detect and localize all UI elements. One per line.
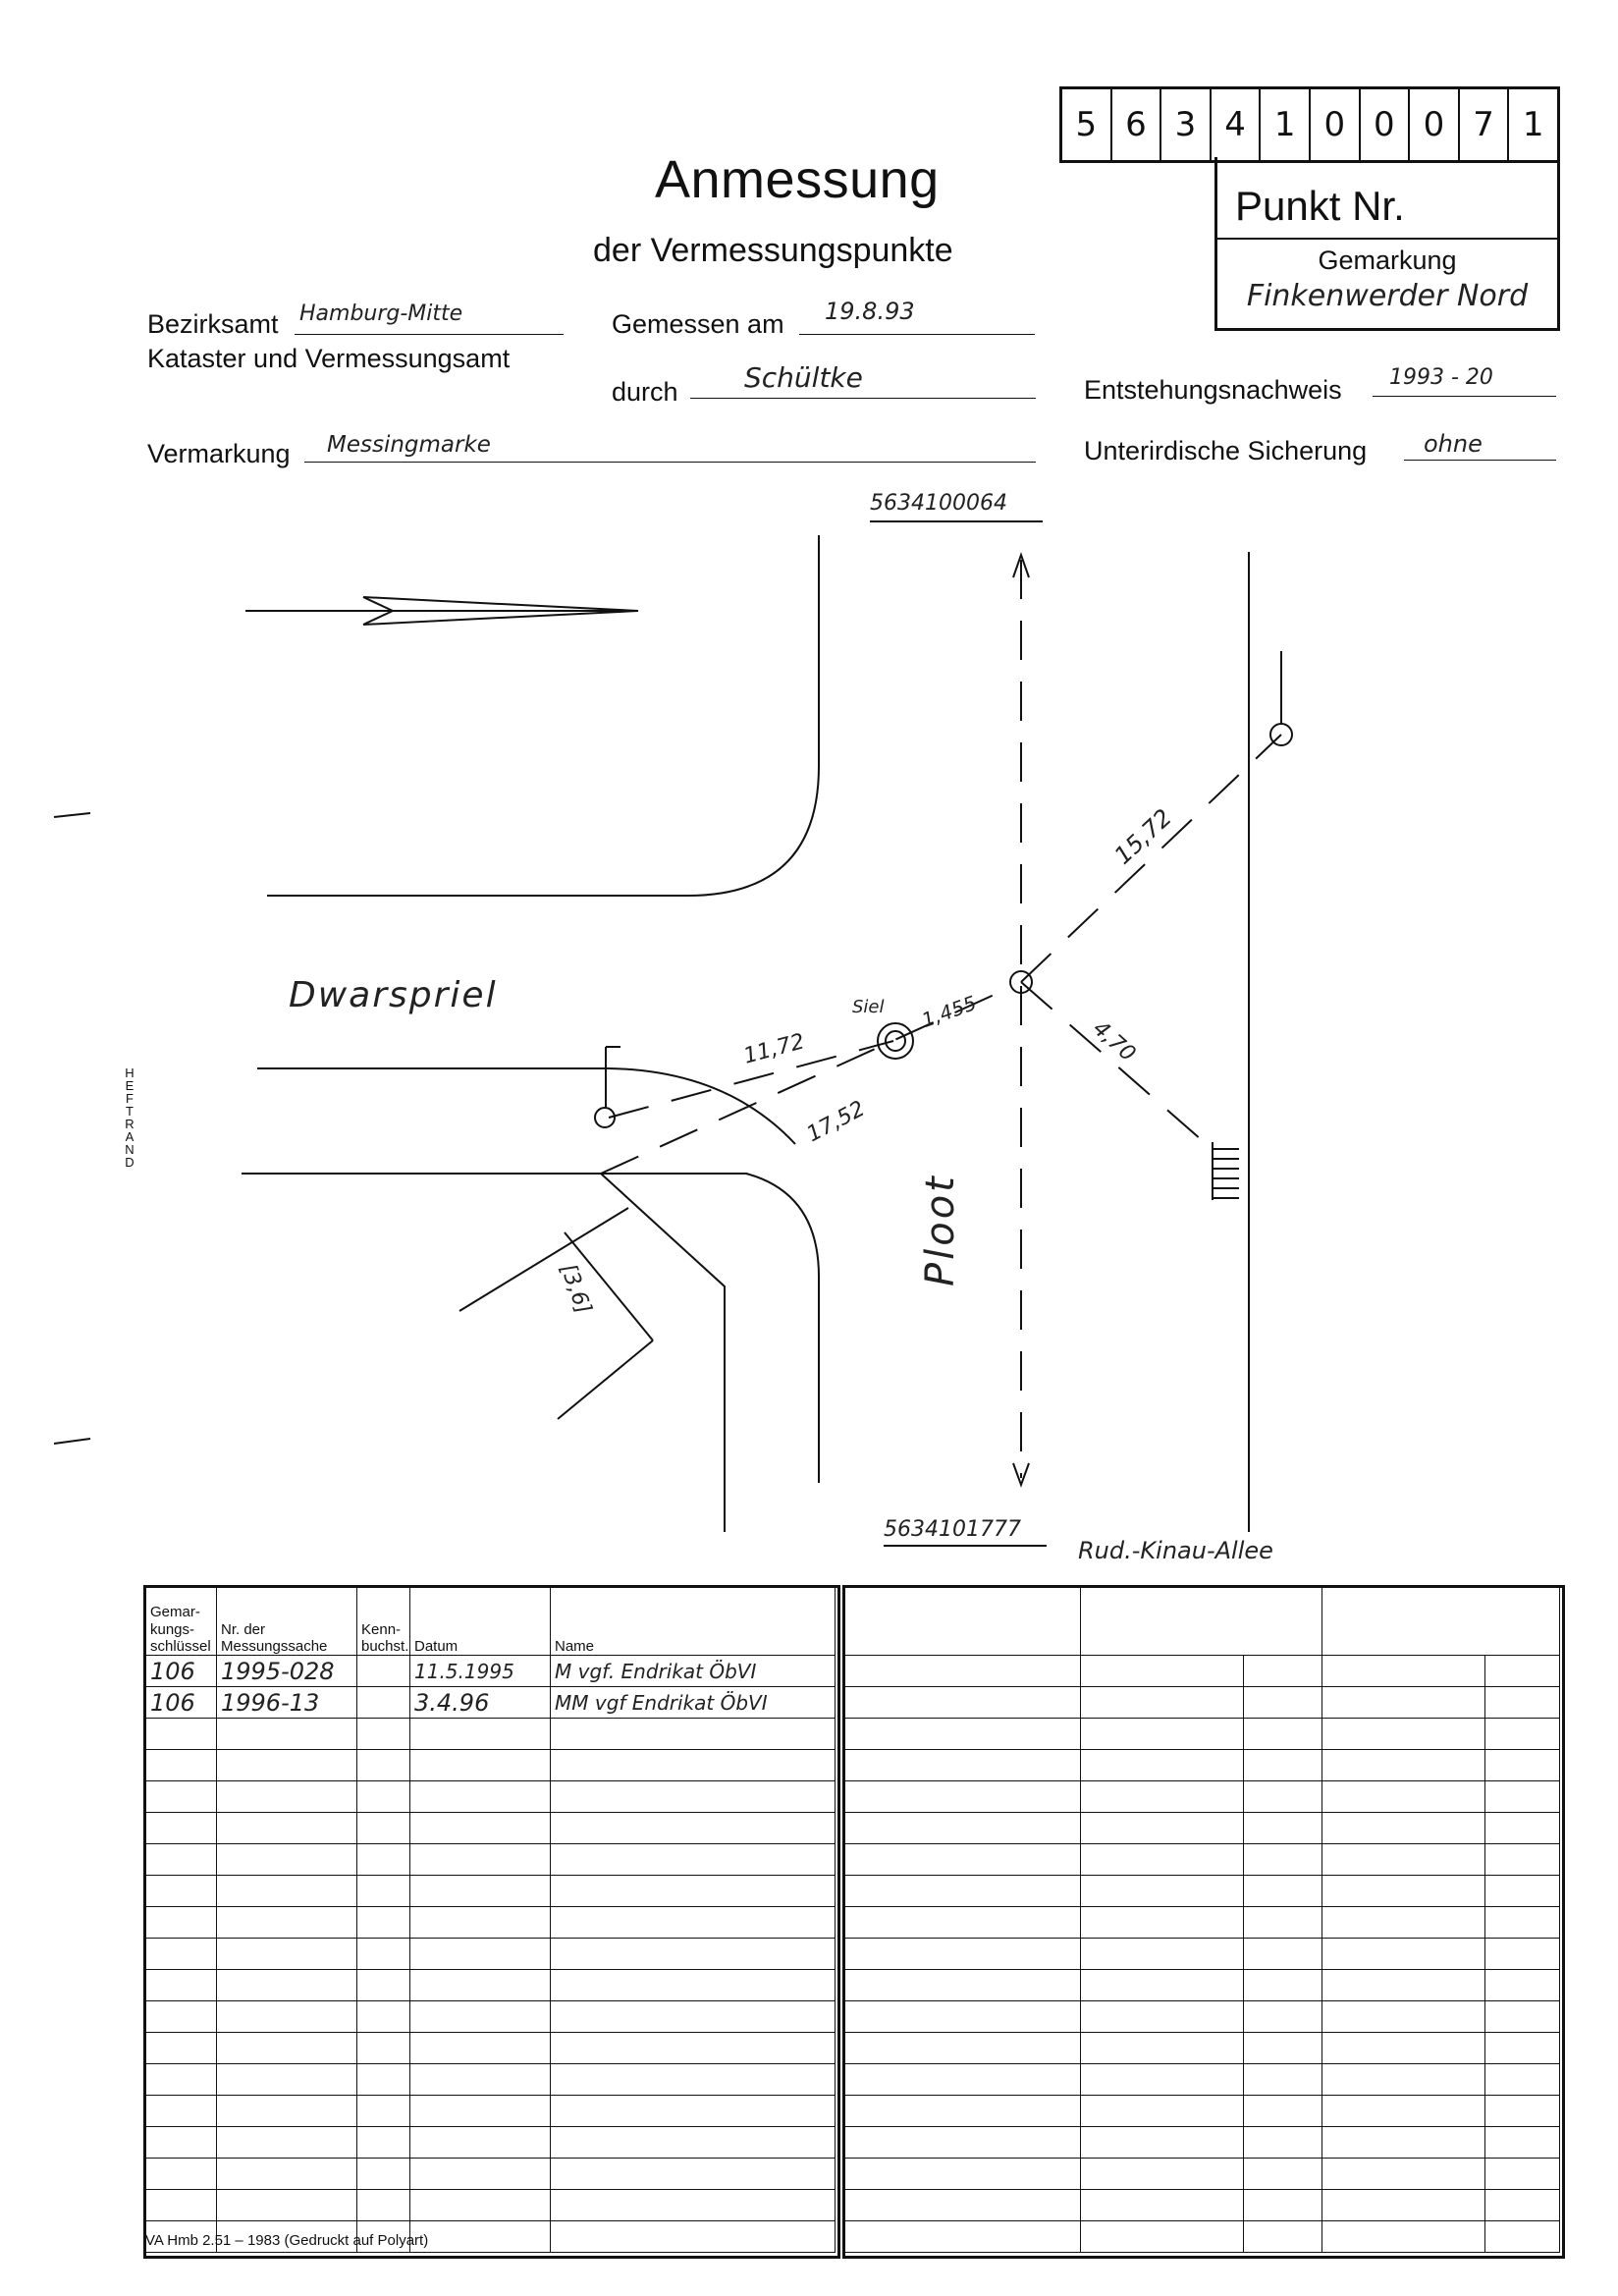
table-row bbox=[146, 1687, 836, 1719]
table-row bbox=[146, 1656, 836, 1687]
table-row bbox=[845, 1907, 1560, 1939]
curb-dwarspriel-bottom bbox=[242, 1174, 819, 1483]
table-row bbox=[845, 1687, 1560, 1719]
cell-datum: 11.5.1995 bbox=[410, 1656, 551, 1687]
durch-label: durch bbox=[612, 377, 678, 407]
table-row bbox=[845, 1876, 1560, 1907]
point-number-top: 5634100064 bbox=[870, 491, 1007, 516]
table-row bbox=[146, 1844, 836, 1876]
table-row bbox=[845, 2033, 1560, 2064]
table-row bbox=[845, 1656, 1560, 1687]
table-row bbox=[146, 1970, 836, 2001]
table-row bbox=[146, 1939, 836, 1970]
page-subtitle: der Vermessungspunkte bbox=[593, 232, 953, 269]
table-row bbox=[845, 2190, 1560, 2221]
table-row bbox=[845, 1781, 1560, 1813]
table-row bbox=[845, 1719, 1560, 1750]
measure-17-52: 17,52 bbox=[802, 1096, 870, 1148]
siel-outer bbox=[878, 1023, 913, 1059]
street-ploot: Ploot bbox=[918, 1174, 963, 1286]
table-row bbox=[845, 1844, 1560, 1876]
bezirksamt-value: Hamburg-Mitte bbox=[299, 301, 463, 326]
curb-inner bbox=[601, 1174, 725, 1532]
measure-15-72: 15,72 bbox=[1108, 803, 1178, 870]
table-row bbox=[845, 2096, 1560, 2127]
punkt-digit: 3 bbox=[1161, 89, 1212, 160]
plot-line-1 bbox=[459, 1208, 628, 1311]
table-row bbox=[845, 2001, 1560, 2033]
table-row bbox=[845, 1939, 1560, 1970]
cell-gemarkung: 106 bbox=[146, 1656, 217, 1687]
gemessen-value: 19.8.93 bbox=[825, 298, 915, 325]
gemarkung-value: Finkenwerder Nord bbox=[1246, 279, 1529, 313]
punkt-digit: 1 bbox=[1522, 105, 1544, 144]
grating-icon bbox=[1213, 1142, 1239, 1200]
table-row bbox=[146, 1719, 836, 1750]
table-row bbox=[146, 1813, 836, 1844]
line-15-72 bbox=[1021, 735, 1281, 982]
header-kennbuchstabe: Kenn-buchst. bbox=[357, 1588, 410, 1656]
punkt-digit: 1 bbox=[1261, 89, 1311, 160]
sicherung-label: Unterirdische Sicherung bbox=[1084, 436, 1368, 465]
table-row bbox=[146, 2127, 836, 2159]
punkt-digit: 5 bbox=[1062, 89, 1112, 160]
entstehung-value: 1993 - 20 bbox=[1389, 365, 1493, 390]
table-row bbox=[146, 2001, 836, 2033]
header-datum: Datum bbox=[410, 1588, 551, 1656]
measure-4-70: 4,70 bbox=[1087, 1015, 1141, 1067]
punkt-label: Punkt Nr. bbox=[1235, 183, 1405, 229]
table-row bbox=[845, 2127, 1560, 2159]
table-row bbox=[845, 1813, 1560, 1844]
table-row bbox=[845, 1970, 1560, 2001]
page-title: Anmessung bbox=[655, 150, 940, 209]
table-row bbox=[146, 2033, 836, 2064]
vermarkung-value: Messingmarke bbox=[327, 432, 491, 458]
table-row bbox=[845, 2159, 1560, 2190]
street-dwarspriel: Dwarspriel bbox=[289, 975, 498, 1015]
punkt-digit: 6 bbox=[1112, 89, 1162, 160]
cell-gemarkung: 106 bbox=[146, 1687, 217, 1719]
header-messungssache: Nr. der Messungssache bbox=[217, 1588, 357, 1656]
siel-inner bbox=[886, 1031, 905, 1051]
cell-kenn bbox=[357, 1656, 410, 1687]
gemarkung-label: Gemarkung bbox=[1318, 246, 1457, 275]
table-row bbox=[146, 1781, 836, 1813]
header-gemarkungsschluessel: Gemar-kungs-schlüssel bbox=[146, 1588, 217, 1656]
siel-label: Siel bbox=[852, 997, 885, 1017]
punkt-digit: 0 bbox=[1361, 89, 1411, 160]
vermarkung-label: Vermarkung bbox=[147, 439, 291, 468]
cell-datum: 3.4.96 bbox=[410, 1687, 551, 1719]
table-row bbox=[845, 2064, 1560, 2096]
gemessen-label: Gemessen am bbox=[612, 309, 784, 339]
sicherung-value: ohne bbox=[1424, 430, 1483, 458]
entstehung-label: Entstehungsnachweis bbox=[1084, 375, 1342, 405]
measurement-table bbox=[145, 1587, 836, 2253]
form-footer: VA Hmb 2.51 – 1983 (Gedruckt auf Polyart) bbox=[145, 2232, 429, 2249]
kataster-label: Kataster und Vermessungsamt bbox=[147, 344, 511, 373]
table-row bbox=[845, 1750, 1560, 1781]
bezirksamt-label: Bezirksamt bbox=[147, 309, 279, 339]
cell-messungssache: 1996-13 bbox=[217, 1687, 357, 1719]
north-arrow-icon bbox=[245, 597, 638, 625]
measure-3-6: [3,6] bbox=[555, 1260, 596, 1318]
table-row bbox=[146, 2159, 836, 2190]
cell-messungssache: 1995-028 bbox=[217, 1656, 357, 1687]
punkt-digit: 7 bbox=[1460, 89, 1510, 160]
curb-dwarspriel-top bbox=[257, 1068, 795, 1144]
heftrand-label: H E F T R A N D bbox=[125, 1066, 135, 1170]
punkt-digit: 4 bbox=[1212, 89, 1262, 160]
plot-line-3 bbox=[558, 1340, 653, 1419]
table-row bbox=[146, 1876, 836, 1907]
measure-1-455: 1,455 bbox=[918, 990, 980, 1033]
punkt-digit: 0 bbox=[1410, 89, 1460, 160]
punkt-digit: 0 bbox=[1311, 89, 1361, 160]
table-row bbox=[146, 2096, 836, 2127]
table-row bbox=[146, 2190, 836, 2221]
table-row bbox=[845, 2221, 1560, 2253]
curb-top-left bbox=[267, 535, 819, 896]
measurement-table-right bbox=[844, 1587, 1560, 2253]
cell-name: M vgf. Endrikat ÖbVI bbox=[551, 1656, 836, 1687]
cell-name: MM vgf Endrikat ÖbVI bbox=[551, 1687, 836, 1719]
cell-kenn bbox=[357, 1687, 410, 1719]
street-rud-kinau-allee: Rud.-Kinau-Allee bbox=[1078, 1537, 1273, 1564]
point-number-bottom: 5634101777 bbox=[884, 1517, 1021, 1542]
durch-value: Schültke bbox=[744, 361, 863, 394]
table-row bbox=[146, 2064, 836, 2096]
table-row bbox=[146, 1907, 836, 1939]
header-name: Name bbox=[551, 1588, 836, 1656]
measure-11-72: 11,72 bbox=[740, 1029, 808, 1069]
line-4-70 bbox=[1021, 982, 1210, 1147]
table-row bbox=[146, 1750, 836, 1781]
